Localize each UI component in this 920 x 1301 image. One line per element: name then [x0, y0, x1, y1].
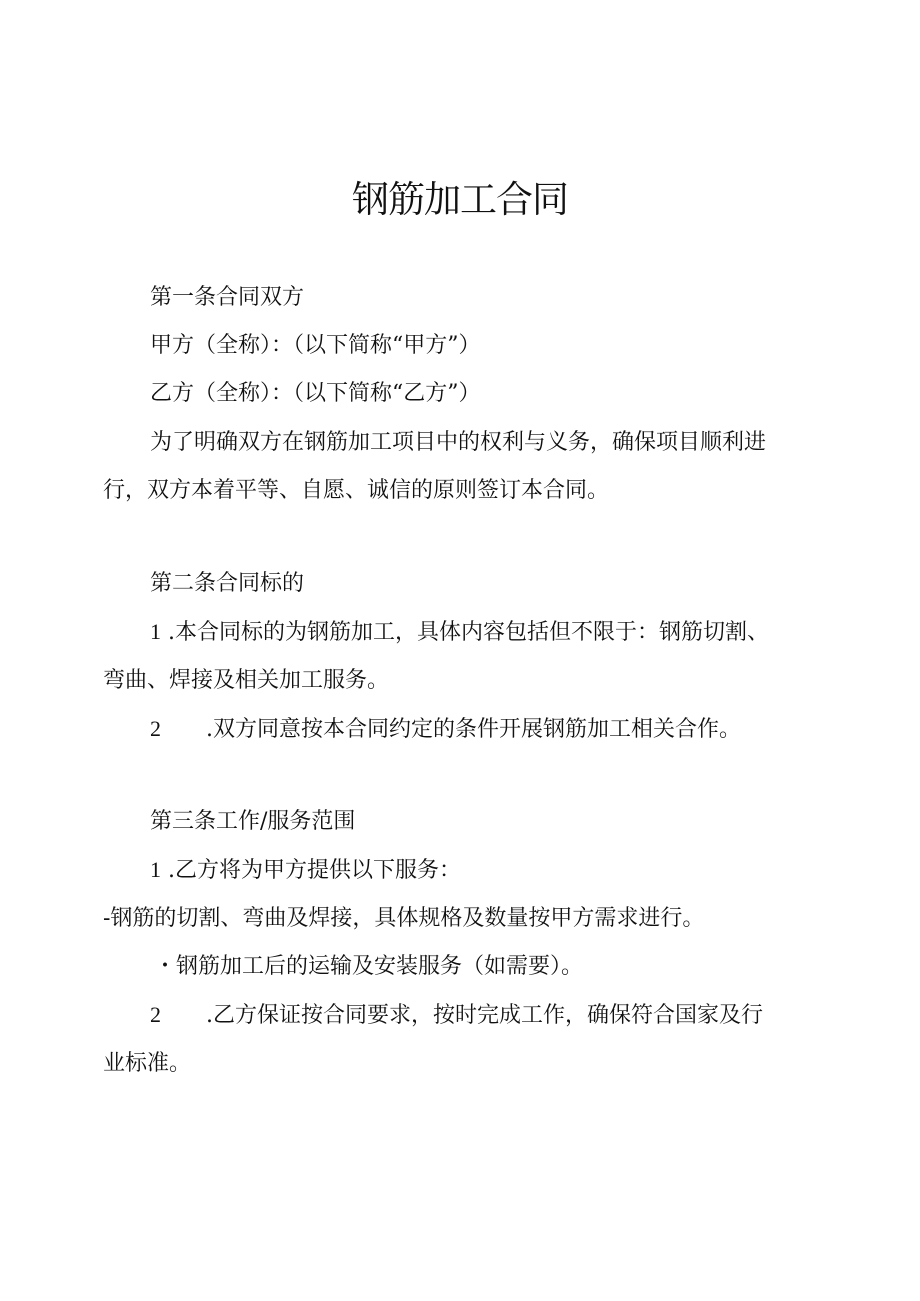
item-text: .乙方将为甲方提供以下服务：: [168, 858, 461, 883]
item-number: 1: [150, 857, 161, 882]
section-3-item-1: [150, 846, 461, 895]
party-b-line: 乙方（全称）：（以下简称“乙方”）: [150, 381, 481, 406]
section-2-item-2: [150, 705, 741, 754]
item-number: 2: [150, 716, 161, 741]
service-bullet-2: ・钢筋加工后的运输及安装服务（如需要）。: [154, 954, 584, 979]
item-number: 1: [150, 619, 161, 644]
section-1-heading: 第一条合同双方: [150, 285, 305, 310]
intro-paragraph-line-2: 行，双方本着平等、自愿、诚信的原则签订本合同。: [103, 478, 610, 503]
document-title: 钢筋加工合同: [352, 178, 568, 221]
intro-paragraph-line-1: 为了明确双方在钢筋加工项目中的权利与义务，确保项目顺利进: [150, 430, 767, 455]
section-2-heading: 第二条合同标的: [150, 571, 305, 596]
service-bullet-1: -钢筋的切割、弯曲及焊接，具体规格及数量按甲方需求进行。: [103, 906, 705, 931]
section-3-item-2-continuation: 业标准。: [103, 1051, 192, 1076]
item-number: 2: [150, 1002, 161, 1027]
section-3-item-2: [150, 991, 763, 1040]
party-a-line: 甲方（全称）：（以下简称“甲方”）: [150, 333, 481, 358]
item-text: .乙方保证按合同要求，按时完成工作，确保符合国家及行: [206, 1003, 763, 1028]
section-3-heading: 第三条工作/服务范围: [150, 809, 356, 834]
item-text: .本合同标的为钢筋加工，具体内容包括但不限于：钢筋切割、: [168, 620, 769, 645]
section-2-item-1: [150, 608, 769, 657]
section-2-item-1-continuation: 弯曲、焊接及相关加工服务。: [103, 668, 390, 693]
item-text: .双方同意按本合同约定的条件开展钢筋加工相关合作。: [206, 717, 741, 742]
